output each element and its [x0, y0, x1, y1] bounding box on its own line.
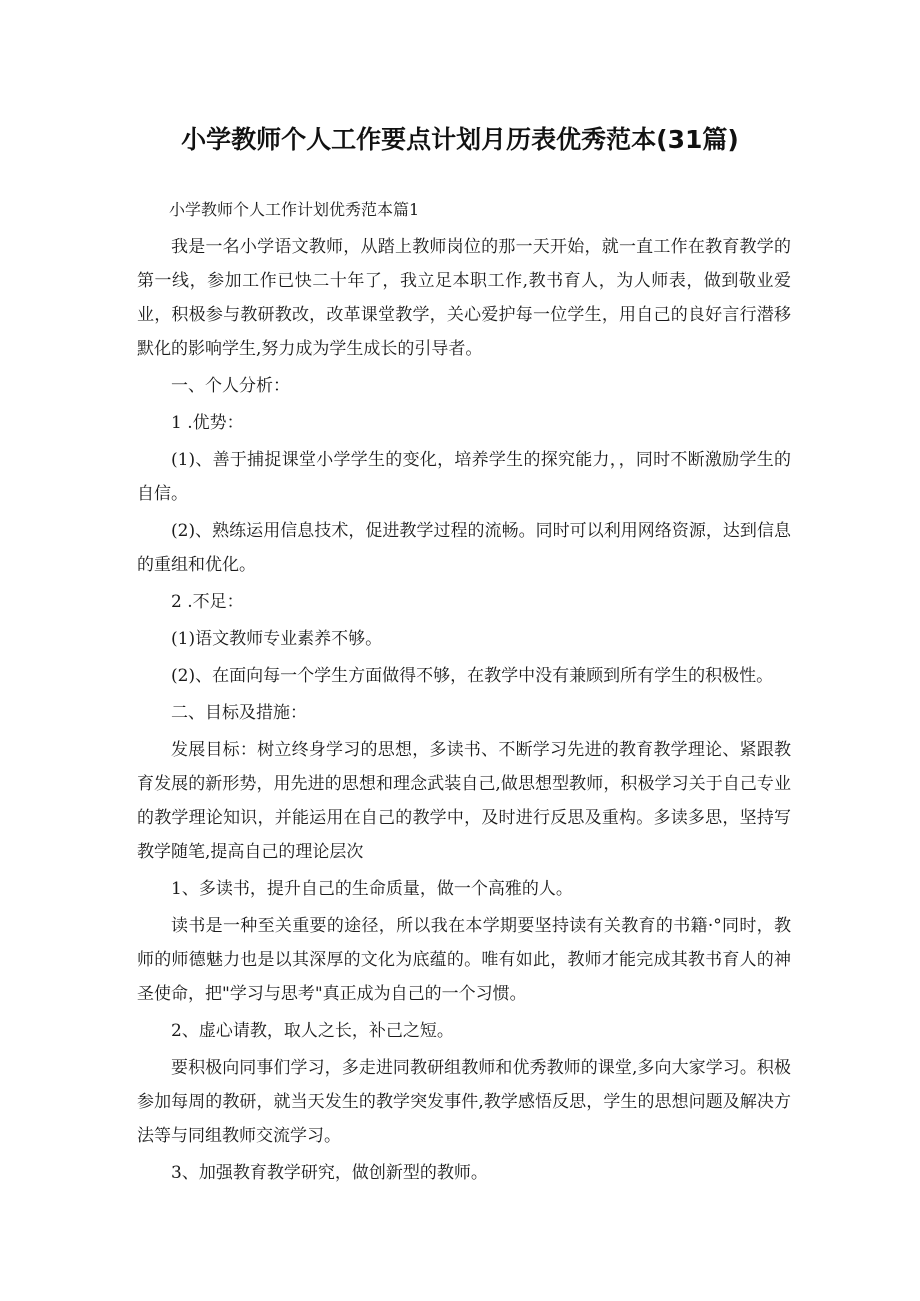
paragraph: 2 .不足： — [171, 592, 244, 612]
paragraph: (2)、在面向每一个学生方面做得不够，在教学中没有兼顾到所有学生的积极性。 — [171, 666, 774, 686]
paragraph: 读书是一种至关重要的途径，所以我在本学期要坚持读有关教育的书籍·°同时，教师的师德魅力也是以其深厚的文化为底蕴的。唯有如此，教师才能完成其教书育人的神圣使命，把"学习与思考"真正成为自己的一个习惯。 — [137, 916, 791, 1004]
document-title: 小学教师个人工作要点计划月历表优秀范本(31篇) — [181, 125, 739, 154]
paragraph: 2、虚心请教，取人之长，补己之短。 — [171, 1021, 454, 1041]
paragraph: 我是一名小学语文教师，从踏上教师岗位的那一天开始，就一直工作在教育教学的第一线，参加工作已快二十年了，我立足本职工作,教书育人，为人师表，做到敬业爱业，积极参与教研教改，改革课堂教学，关心爱护每一位学生，用自己的良好言行潜移默化的影响学生,努力成为学生成长的引导者。 — [137, 237, 791, 359]
paragraph: 1、多读书，提升自己的生命质量，做一个高雅的人。 — [171, 879, 573, 899]
paragraph: 二、目标及措施： — [171, 703, 307, 723]
paragraph: (2)、熟练运用信息技术，促进教学过程的流畅。同时可以利用网络资源，达到信息的重组和优化。 — [137, 521, 791, 575]
section-heading: 小学教师个人工作计划优秀范本篇1 — [169, 200, 420, 219]
paragraph: (1)、善于捕捉课堂小学学生的变化，培养学生的探究能力，，同时不断激励学生的自信。 — [137, 450, 791, 504]
paragraph: 1 .优势： — [171, 413, 244, 433]
paragraph: 要积极向同事们学习，多走进同教研组教师和优秀教师的课堂,多向大家学习。积极参加每周的教研，就当天发生的教学突发事件,教学感悟反思，学生的思想问题及解决方法等与同组教师交流学习。 — [137, 1058, 791, 1146]
document-body — [137, 193, 791, 1190]
paragraph: 发展目标：树立终身学习的思想，多读书、不断学习先进的教育教学理论、紧跟教育发展的新形势，用先进的思想和理念武装自己,做思想型教师，积极学习关于自己专业的教学理论知识，并能运用在自己的教学中，及时进行反思及重构。多读多思，坚持写教学随笔,提高自己的理论层次 — [137, 740, 791, 862]
paragraph: (1)语文教师专业素养不够。 — [171, 629, 383, 649]
paragraph: 3、加强教育教学研究，做创新型的教师。 — [171, 1163, 488, 1183]
paragraph: 一、个人分析： — [171, 376, 290, 396]
